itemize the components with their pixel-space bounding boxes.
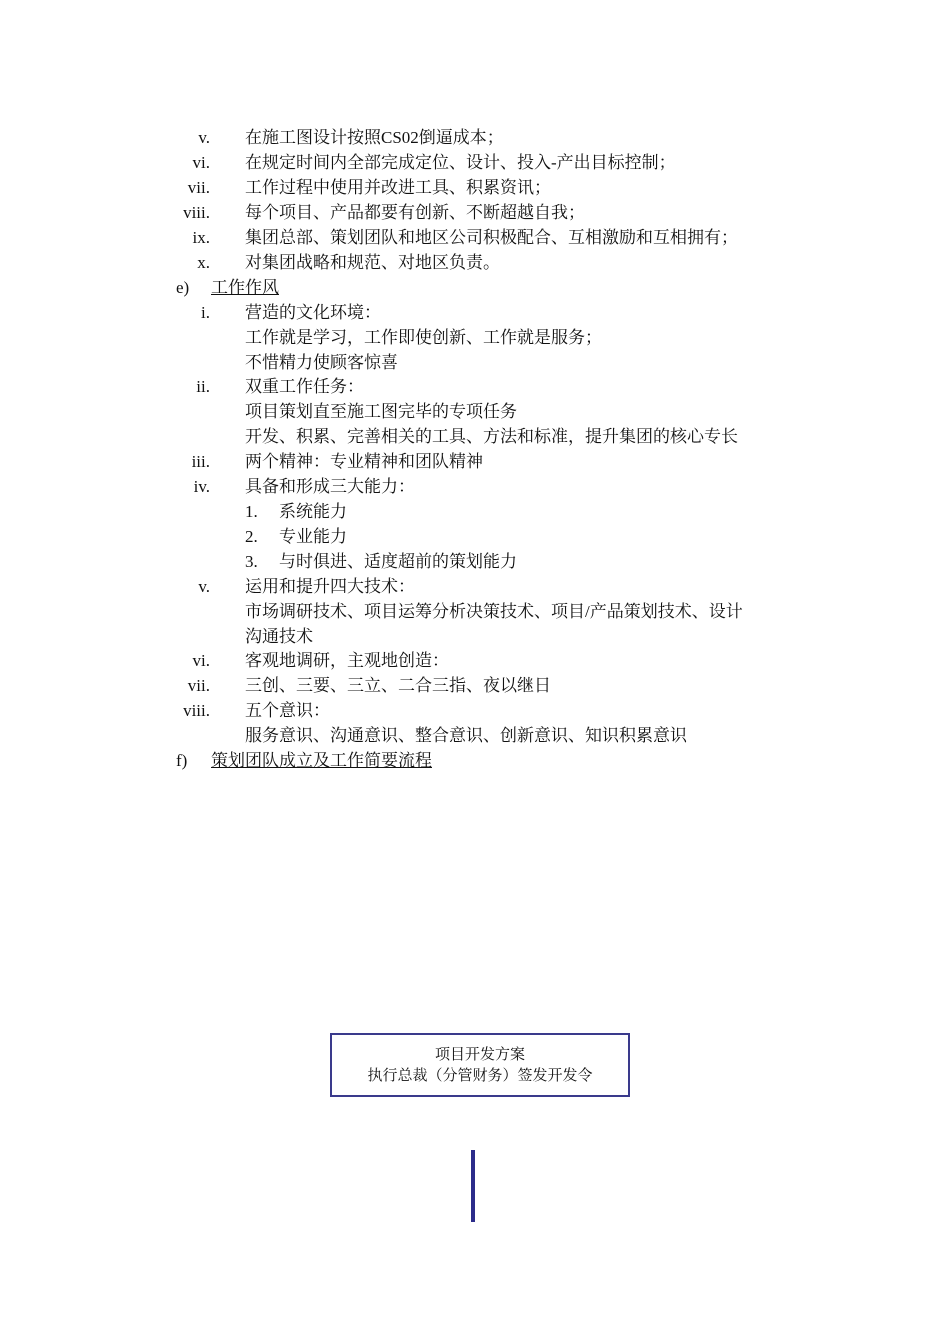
sub-item-text: 与时俱进、适度超前的策划能力	[279, 552, 517, 571]
flowchart-box-subtitle: 执行总裁（分管财务）签发开发令	[367, 1068, 593, 1084]
item-number: ix.	[192, 228, 210, 247]
item-detail: 工作就是学习，工作即使创新、工作就是服务；	[245, 328, 602, 347]
item-text: 运用和提升四大技术：	[245, 577, 415, 596]
item-number: viii.	[183, 203, 210, 222]
sub-item-number: 2.	[245, 527, 258, 546]
section-title: 策划团队成立及工作简要流程	[211, 751, 432, 770]
item-number: vii.	[187, 178, 210, 197]
item-detail: 沟通技术	[245, 627, 313, 646]
flowchart-box-development-plan	[330, 1033, 630, 1097]
section-letter: e)	[176, 278, 190, 297]
item-number: ii.	[196, 377, 210, 396]
section-letter: f)	[176, 751, 188, 770]
item-number: iv.	[193, 477, 210, 496]
item-number: v.	[198, 577, 210, 596]
item-text: 在施工图设计按照CS02倒逼成本；	[245, 128, 504, 147]
item-text: 两个精神：专业精神和团队精神	[245, 452, 483, 471]
item-text: 工作过程中使用并改进工具、积累资讯；	[245, 178, 551, 197]
item-text: 五个意识：	[245, 701, 330, 720]
item-detail: 项目策划直至施工图完毕的专项任务	[245, 402, 517, 421]
item-text: 在规定时间内全部完成定位、设计、投入-产出目标控制；	[245, 153, 676, 172]
item-number: i.	[201, 303, 210, 322]
item-detail: 市场调研技术、项目运筹分析决策技术、项目/产品策划技术、设计	[245, 602, 743, 621]
item-text: 双重工作任务：	[245, 377, 364, 396]
item-text: 集团总部、策划团队和地区公司积极配合、互相激励和互相拥有；	[245, 228, 738, 247]
item-number: vi.	[192, 153, 210, 172]
item-number: vii.	[187, 676, 210, 695]
sub-item-number: 1.	[245, 502, 258, 521]
item-detail: 开发、积累、完善相关的工具、方法和标准，提升集团的核心专长	[245, 427, 738, 446]
item-number: vi.	[192, 651, 210, 670]
item-detail: 服务意识、沟通意识、整合意识、创新意识、知识积累意识	[245, 726, 687, 745]
item-text: 客观地调研，主观地创造：	[245, 651, 449, 670]
item-number: viii.	[183, 701, 210, 720]
section-title: 工作作风	[211, 278, 279, 297]
item-detail: 不惜精力使顾客惊喜	[245, 353, 398, 372]
item-number: iii.	[191, 452, 210, 471]
item-number: v.	[198, 128, 210, 147]
item-text: 三创、三要、三立、二合三指、夜以继日	[245, 676, 551, 695]
flowchart-connector	[471, 1150, 475, 1222]
item-text: 对集团战略和规范、对地区负责。	[245, 253, 500, 272]
item-number: x.	[197, 253, 210, 272]
item-text: 营造的文化环境：	[245, 303, 381, 322]
item-text: 具备和形成三大能力：	[245, 477, 415, 496]
sub-item-text: 系统能力	[279, 502, 347, 521]
item-text: 每个项目、产品都要有创新、不断超越自我；	[245, 203, 585, 222]
sub-item-number: 3.	[245, 552, 258, 571]
sub-item-text: 专业能力	[279, 527, 347, 546]
flowchart-box-title: 项目开发方案	[434, 1047, 525, 1063]
